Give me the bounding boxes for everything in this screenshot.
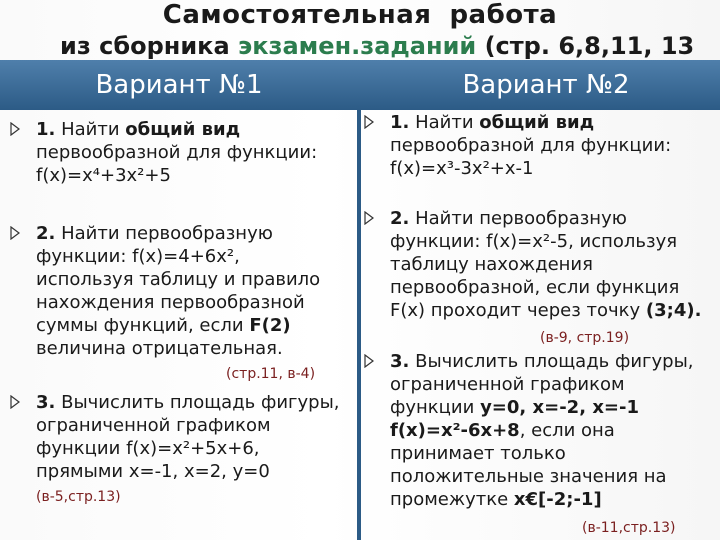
variant2-source-2: (в-9, стр.19) [540,330,630,346]
task-text: первообразной для функции: [390,135,672,156]
page-title [0,0,720,30]
task-number: 3. [390,351,410,372]
task-formula: x€[-2;-1] [513,489,602,510]
variant1-source-2: (стр.11, в-4) [226,366,316,382]
variant1-task-3 [36,391,356,483]
task-text: используя таблицу и правило [36,269,321,290]
arrow-bullet-icon [364,211,374,225]
task-formula: f(x)=x²-6x+8 [390,420,520,441]
task-text: Найти первообразную [415,208,627,229]
column-divider [357,110,361,540]
variant1-task-1 [36,118,346,187]
task-formula: f(x)=x²+5x+6, [126,438,260,459]
subtitle-highlight: экзамен.заданий [238,32,477,60]
subtitle-suffix: (стр. 6,8,11, 13 [484,32,695,60]
variant2-task-1 [390,111,716,180]
task-text: Вычислить площадь фигуры, [415,351,694,372]
variant1-header: Вариант №1 [95,70,263,100]
task-text: функции [36,438,121,459]
task-text: Найти первообразную [61,223,273,244]
task-formula: y=0, x=-2, x=-1 [480,397,640,418]
variant2-task-3 [390,350,716,511]
arrow-bullet-icon [10,226,20,240]
task-text: принимает только [390,443,566,464]
task-number: 3. [36,392,56,413]
task-text: таблицу нахождения [390,254,593,275]
variant-header-bar [0,60,720,110]
title-word-1: Самостоятельная [162,0,432,30]
task-formula: (3;4). [645,300,702,321]
arrow-bullet-icon [10,395,20,409]
title-word-2: работа [449,0,558,30]
task-formula: f(x)=x⁴+3x²+5 [36,165,171,186]
task-formula: x=-1, x=2, y=0 [128,461,270,482]
arrow-bullet-icon [10,122,20,136]
arrow-bullet-icon [364,115,374,129]
arrow-bullet-icon [364,354,374,368]
task-text: Найти [415,112,474,133]
task-text: , если она [519,420,615,441]
subtitle-prefix: из сборника [60,32,230,60]
task-text: ограниченной графиком [36,415,271,436]
task-bold-text: общий вид [479,112,595,133]
task-text: Вычислить площадь фигуры, [61,392,340,413]
task-text: ограниченной графиком [390,374,625,395]
task-text: первообразной, если функция [390,277,680,298]
variant2-task-2 [390,207,716,322]
task-formula: f(x)=x³-3x²+x-1 [390,158,534,179]
variant2-header: Вариант №2 [462,70,630,100]
variant1-task-2 [36,222,356,360]
task-text: F(x) проходит через точку [390,300,641,321]
task-text: положительные значения на [390,466,667,487]
task-text: промежутке [390,489,509,510]
task-formula: f(x)=4+6x², [132,246,240,267]
task-number: 2. [390,208,410,229]
task-text: Найти [61,119,120,140]
variant2-source-3: (в-11,стр.13) [582,520,676,536]
task-text: нахождения первообразной [36,292,305,313]
task-number: 1. [36,119,56,140]
task-bold-text: общий вид [125,119,241,140]
task-text: используя [579,231,678,252]
task-formula: f(x)=x²-5, [486,231,574,252]
page-subtitle [60,32,694,60]
task-text: величина отрицательная. [36,338,283,359]
task-text: функции [390,397,475,418]
task-text: первообразной для функции: [36,142,318,163]
task-text: функции: [36,246,127,267]
task-number: 2. [36,223,56,244]
task-text: функции: [390,231,481,252]
task-number: 1. [390,112,410,133]
task-text: прямыми [36,461,124,482]
task-formula: F(2) [249,315,291,336]
task-text: суммы функций, если [36,315,244,336]
variant1-source-3: (в-5,стр.13) [36,489,121,505]
